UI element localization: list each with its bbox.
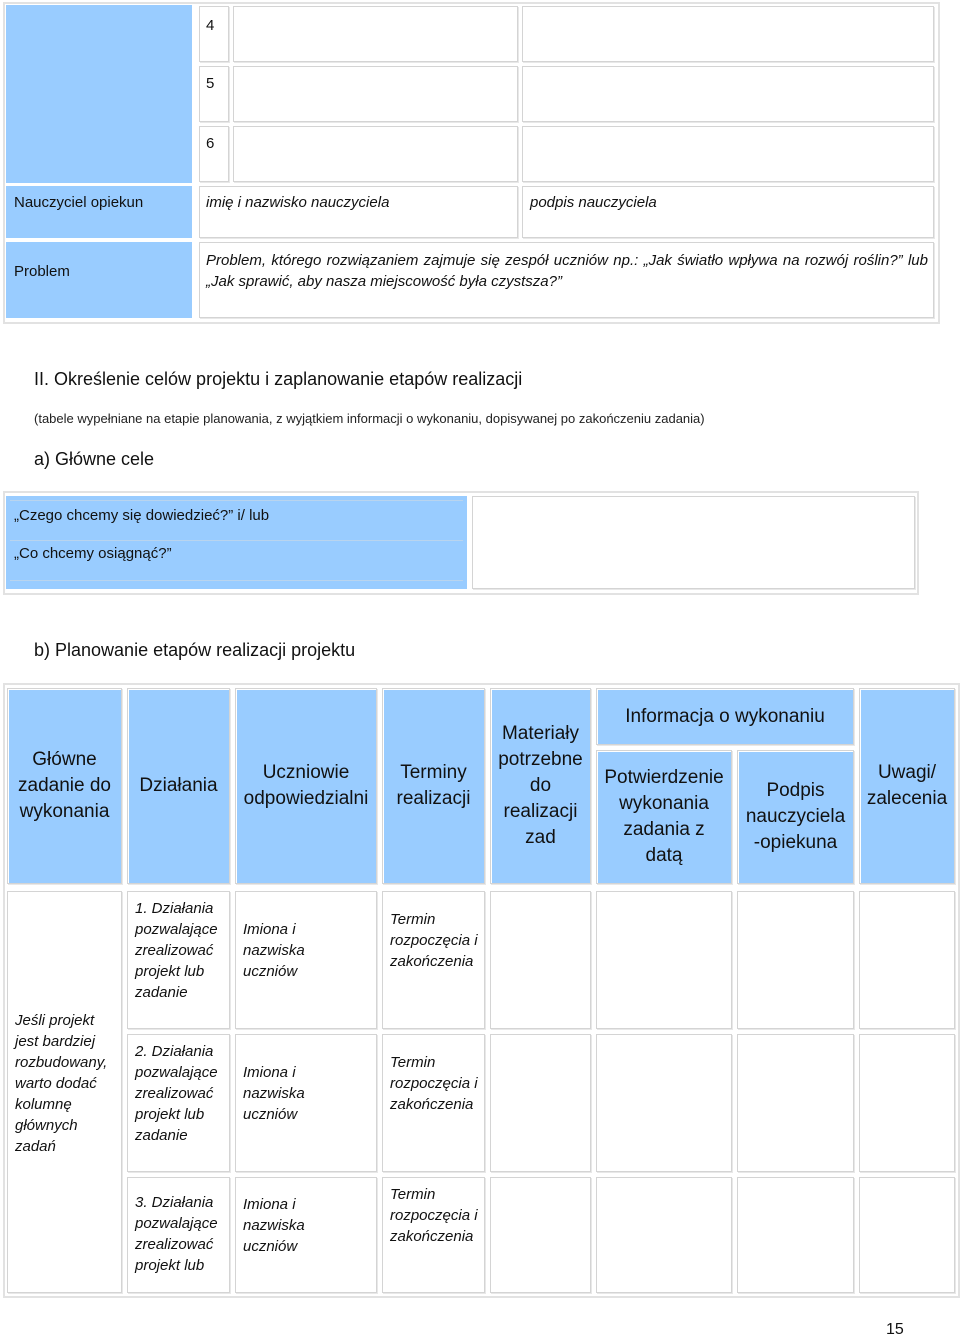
empty-cell[interactable] <box>490 891 591 1029</box>
teacher-signature-placeholder: podpis nauczyciela <box>530 194 657 211</box>
teacher-label: Nauczyciel opiekun <box>14 194 144 211</box>
action-cell[interactable] <box>127 1177 230 1293</box>
problem-label-cell <box>6 242 192 318</box>
goals-question-2: „Co chcemy osiągnąć?” <box>14 545 172 562</box>
section-heading: II. Określenie celów projektu i zaplanowanie etapów realizacji <box>34 369 523 389</box>
row-number-cell <box>199 126 229 182</box>
students-text: Imiona i nazwiska uczniów <box>243 1196 305 1255</box>
main-task-cell[interactable] <box>7 891 122 1293</box>
empty-cell[interactable] <box>233 6 518 62</box>
header-info-group <box>596 688 854 745</box>
empty-cell[interactable] <box>490 1177 591 1293</box>
row-number: 4 <box>206 17 215 34</box>
empty-cell[interactable] <box>522 126 934 182</box>
teacher-label-cell <box>6 186 192 238</box>
header-signature <box>737 750 854 884</box>
header-info-group-label: Informacja o wykonaniu <box>625 705 825 727</box>
row-number-cell <box>199 6 229 62</box>
row-number: 6 <box>206 135 215 152</box>
deadline-text: Termin rozpoczęcia i zakończenia <box>390 1054 478 1113</box>
empty-cell[interactable] <box>596 891 732 1029</box>
deadline-text: Termin rozpoczęcia i zakończenia <box>390 911 478 970</box>
empty-cell[interactable] <box>233 126 518 182</box>
action-text: 2. Działania pozwalające zrealizować projekt lub zadanie <box>135 1043 218 1144</box>
header-signature-label: Podpis nauczyciela -opiekuna <box>745 780 846 853</box>
top-table-left-blue <box>6 5 192 183</box>
cell-rule <box>10 540 463 541</box>
deadline-cell[interactable] <box>382 1034 485 1172</box>
teacher-name-placeholder: imię i nazwisko nauczyciela <box>206 194 390 211</box>
header-materials <box>490 688 591 884</box>
empty-cell[interactable] <box>522 66 934 122</box>
problem-label: Problem <box>14 263 70 280</box>
header-remarks-label: Uwagi/ zalecenia <box>866 762 948 809</box>
plan-heading: b) Planowanie etapów realizacji projektu <box>34 640 356 660</box>
cell-rule <box>10 500 463 501</box>
cell-rule <box>10 580 463 581</box>
header-actions-label: Działania <box>139 775 218 796</box>
action-cell[interactable] <box>127 1034 230 1172</box>
students-cell[interactable] <box>235 891 377 1029</box>
header-students <box>235 688 377 884</box>
action-text: 3. Działania pozwalające zrealizować projekt lub <box>135 1194 218 1274</box>
header-confirmation-label: Potwierdzenie wykonania zadania z datą <box>604 767 724 866</box>
students-text: Imiona i nazwiska uczniów <box>243 921 305 980</box>
problem-text: Problem, którego rozwiązaniem zajmuje się zespół uczniów np.: „Jak światło wpływa na rozwój roślin?” lub „Jak sprawić, aby nasza miejscowość była czystsza?” <box>206 252 928 290</box>
row-number-cell <box>199 66 229 122</box>
empty-cell[interactable] <box>737 1177 854 1293</box>
header-students-label: Uczniowie odpowiedzialni <box>243 762 369 809</box>
teacher-name-cell[interactable] <box>199 186 518 238</box>
header-materials-label: Materiały potrzebne do realizacji zad <box>498 723 583 848</box>
problem-text-cell[interactable] <box>199 242 934 318</box>
goals-answer-cell[interactable] <box>472 496 915 589</box>
teacher-signature-cell[interactable] <box>522 186 934 238</box>
main-task-note: Jeśli projekt jest bardziej rozbudowany, warto dodać kolumnę głównych zadań <box>15 1012 108 1155</box>
goals-question-cell <box>6 496 467 589</box>
students-cell[interactable] <box>235 1177 377 1293</box>
students-text: Imiona i nazwiska uczniów <box>243 1064 305 1123</box>
header-deadlines <box>382 688 485 884</box>
empty-cell[interactable] <box>596 1034 732 1172</box>
deadline-cell[interactable] <box>382 891 485 1029</box>
deadline-text: Termin rozpoczęcia i zakończenia <box>390 1186 478 1245</box>
header-main-task-label: Główne zadanie do wykonania <box>18 749 111 822</box>
empty-cell[interactable] <box>737 1034 854 1172</box>
goals-heading: a) Główne cele <box>34 449 155 469</box>
deadline-cell[interactable] <box>382 1177 485 1293</box>
empty-cell[interactable] <box>859 891 955 1029</box>
header-remarks <box>859 688 955 884</box>
header-deadlines-label: Terminy realizacji <box>396 762 471 809</box>
goals-question-1: „Czego chcemy się dowiedzieć?” i/ lub <box>14 507 270 524</box>
action-text: 1. Działania pozwalające zrealizować projekt lub zadanie <box>135 900 218 1001</box>
section-note: (tabele wypełniane na etapie planowania, z wyjątkiem informacji o wykonaniu, dopisywanej po zakończeniu zadania) <box>34 411 705 426</box>
header-main-task <box>7 688 122 884</box>
empty-cell[interactable] <box>522 6 934 62</box>
row-number: 5 <box>206 75 215 92</box>
header-confirmation <box>596 750 732 884</box>
empty-cell[interactable] <box>859 1034 955 1172</box>
header-actions <box>127 688 230 884</box>
action-cell[interactable] <box>127 891 230 1029</box>
empty-cell[interactable] <box>737 891 854 1029</box>
students-cell[interactable] <box>235 1034 377 1172</box>
empty-cell[interactable] <box>233 66 518 122</box>
empty-cell[interactable] <box>490 1034 591 1172</box>
page-number: 15 <box>886 1321 904 1338</box>
empty-cell[interactable] <box>859 1177 955 1293</box>
empty-cell[interactable] <box>596 1177 732 1293</box>
